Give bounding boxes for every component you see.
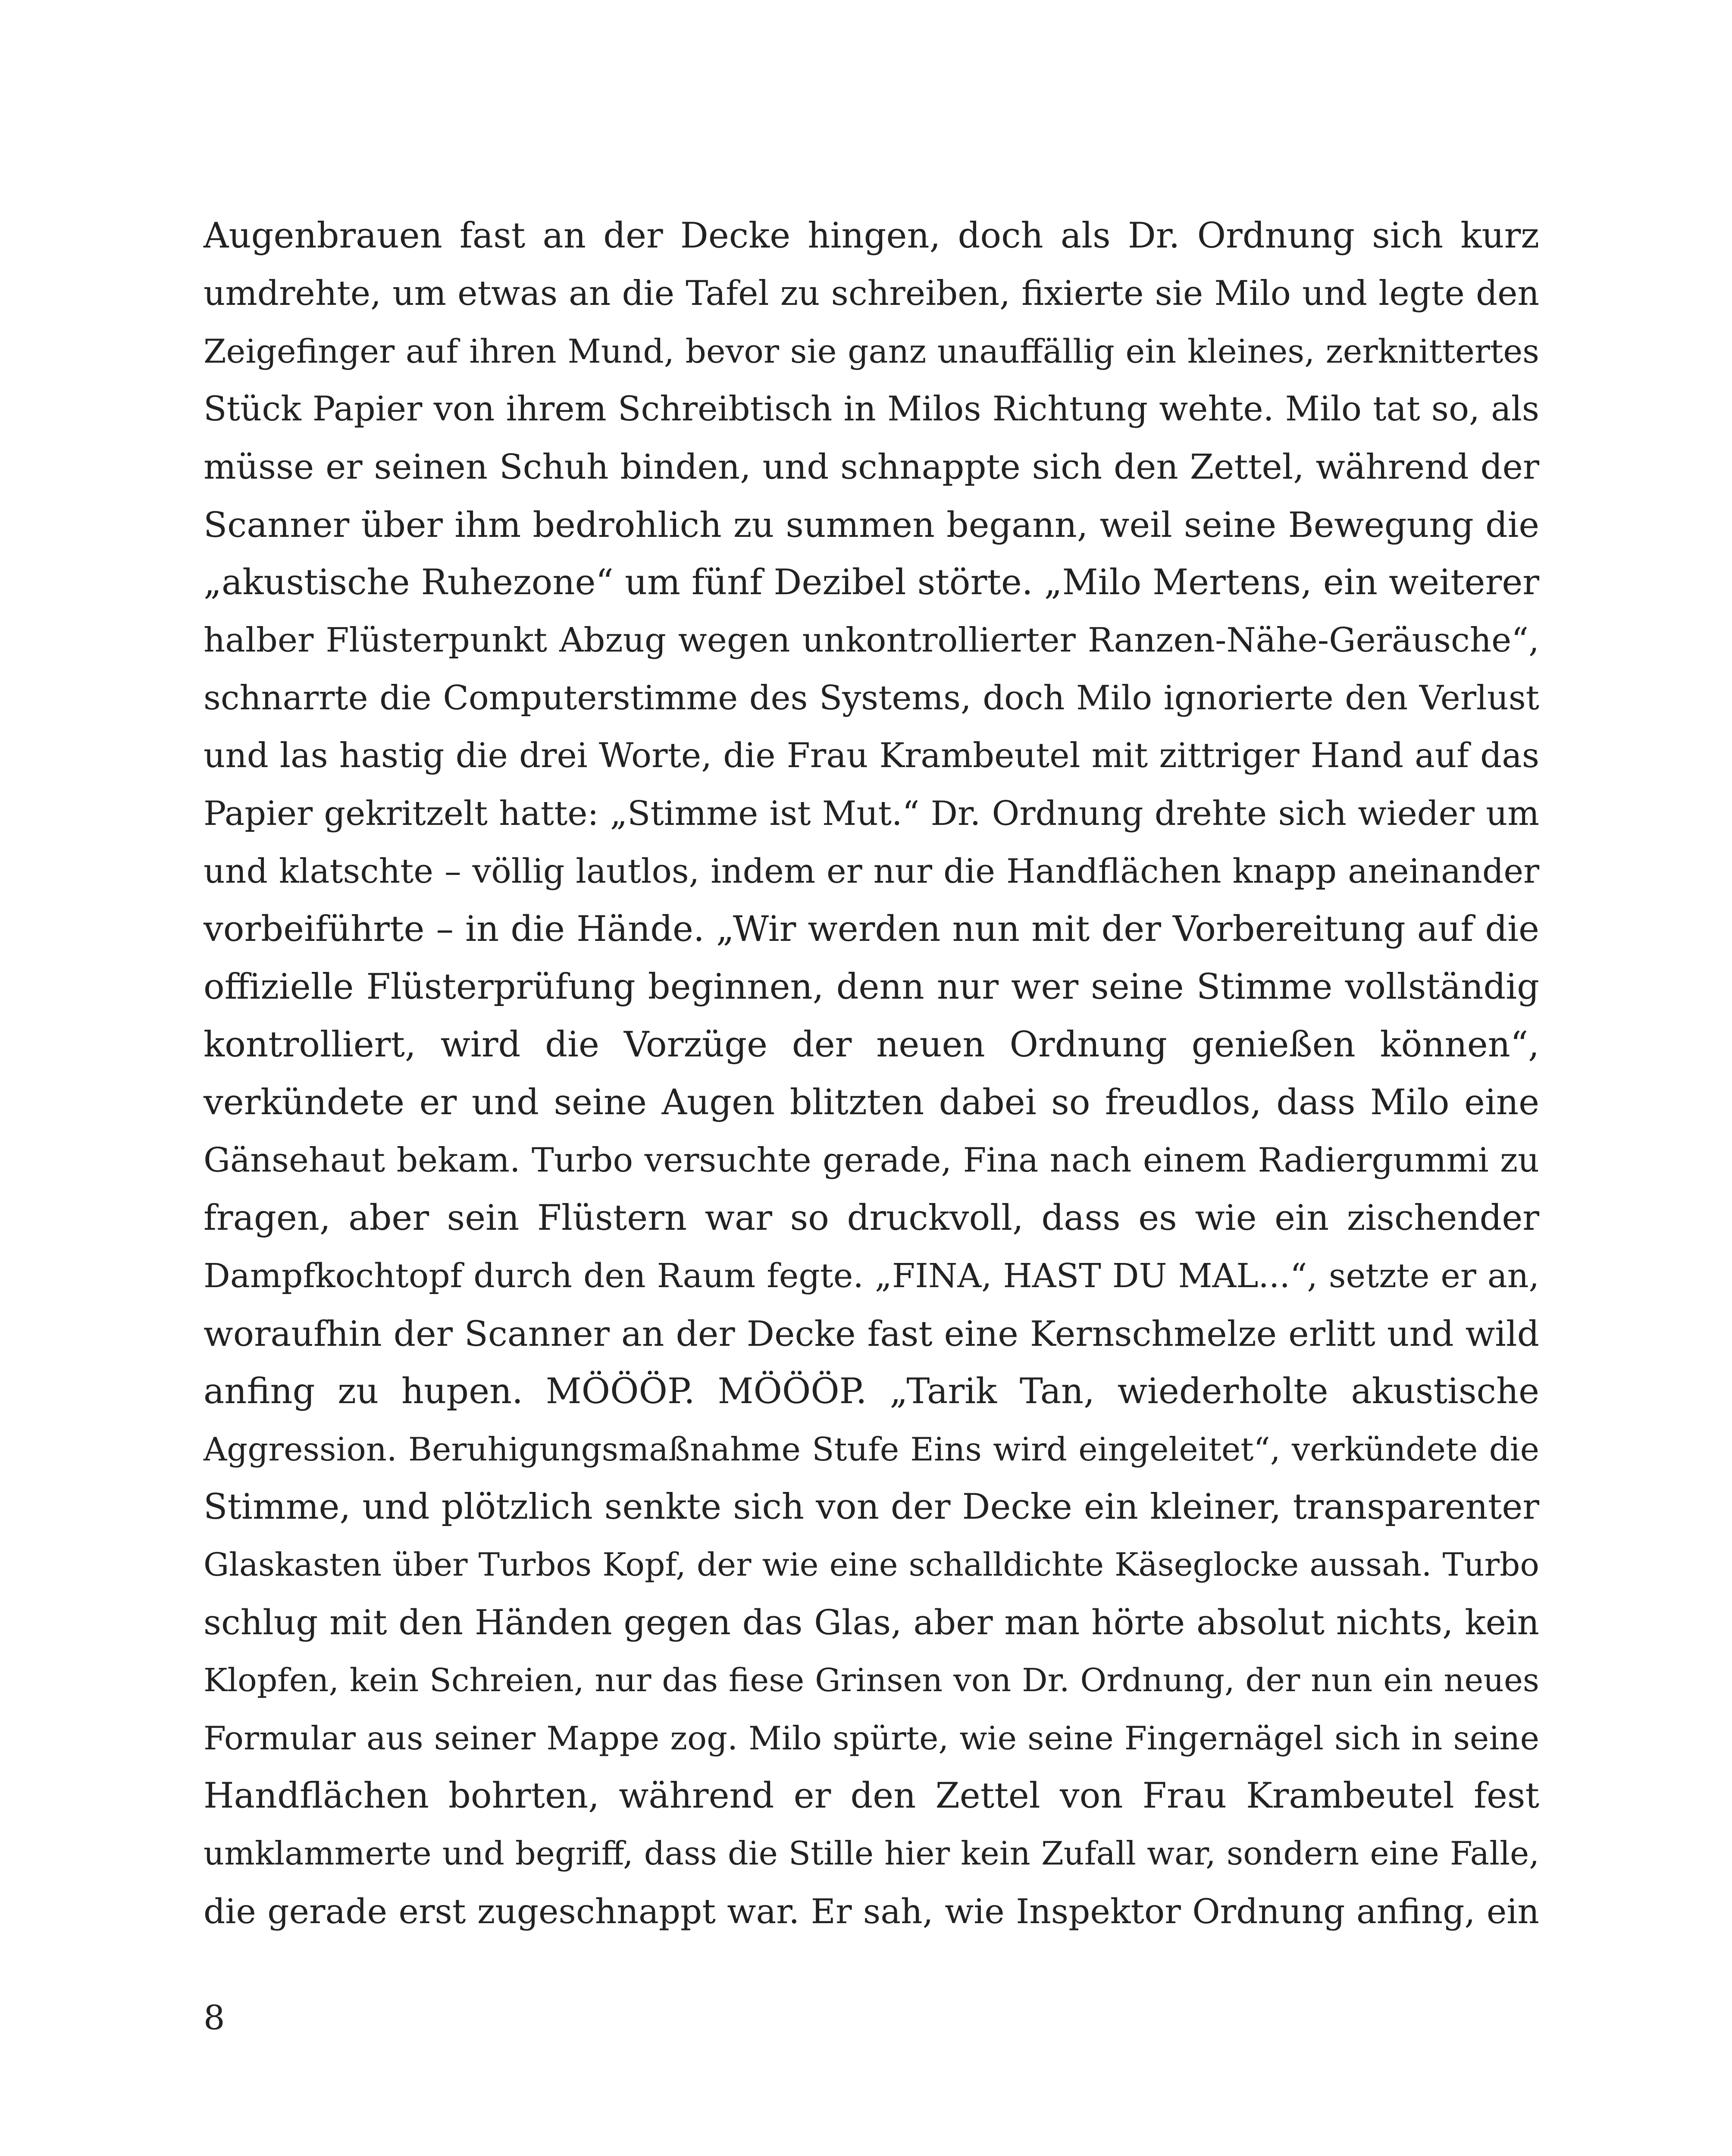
text-line: anfing zu hupen. MÖÖÖP. MÖÖÖP. „Tarik Tan, wiederholte akustische [204,1371,1539,1412]
text-line: „akustische Ruhezone“ um fünf Dezibel störte. „Milo Mertens, ein weiterer [204,562,1539,603]
text-line: schnarrte die Computerstimme des Systems, doch Milo ignorierte den Verlust [204,679,1539,718]
text-line: Handflächen bohrten, während er den Zettel von Frau Krambeutel fest [204,1776,1539,1816]
text-line: fragen, aber sein Flüstern war so druckvoll, dass es wie ein zischender [204,1198,1539,1238]
text-line: Dampfkochtopf durch den Raum fegte. „FINA, HAST DU MAL...“, setzte er an, [204,1257,1539,1295]
text-line: verkündete er und seine Augen blitzten dabei so freudlos, dass Milo eine [204,1082,1539,1123]
text-line: und las hastig die drei Worte, die Frau Krambeutel mit zittriger Hand auf das [204,736,1539,775]
text-line: umdrehte, um etwas an die Tafel zu schreiben, fixierte sie Milo und legte den [204,274,1539,313]
text-line: müsse er seinen Schuh binden, und schnappte sich den Zettel, während der [204,447,1539,487]
text-line: kontrolliert, wird die Vorzüge der neuen Ordnung genießen können“, [204,1025,1539,1065]
text-line: Papier gekritzelt hatte: „Stimme ist Mut.“ Dr. Ordnung drehte sich wieder um [204,794,1539,833]
text-line: schlug mit den Händen gegen das Glas, aber man hörte absolut nichts, kein [204,1602,1539,1642]
text-line: umklammerte und begriff, dass die Stille hier kein Zufall war, sondern eine Falle, [204,1835,1539,1872]
text-line: woraufhin der Scanner an der Decke fast eine Kernschmelze erlitt und wild [204,1313,1539,1354]
text-line: Stimme, und plötzlich senkte sich von der Decke ein kleiner, transparenter [204,1487,1539,1527]
text-line: Zeigefinger auf ihren Mund, bevor sie ganz unauffällig ein kleines, zerknittertes [204,332,1539,370]
text-line: offizielle Flüsterprüfung beginnen, denn nur wer seine Stimme vollständig [204,967,1539,1007]
text-line: Gänsehaut bekam. Turbo versuchte gerade, Fina nach einem Radiergummi zu [204,1141,1539,1180]
text-line: halber Flüsterpunkt Abzug wegen unkontrollierter Ranzen-Nähe-Geräusche“, [204,621,1539,660]
text-line: Scanner über ihm bedrohlich zu summen begann, weil seine Bewegung die [204,505,1539,545]
text-line: Stück Papier von ihrem Schreibtisch in Milos Richtung wehte. Milo tat so, als [204,389,1539,429]
page-number: 8 [204,1999,225,2037]
text-line: Formular aus seiner Mappe zog. Milo spürte, wie seine Fingernägel sich in seine [204,1719,1539,1757]
text-line: Klopfen, kein Schreien, nur das fiese Grinsen von Dr. Ordnung, der nun ein neues [204,1662,1539,1699]
text-line: vorbeiführte – in die Hände. „Wir werden nun mit der Vorbereitung auf die [204,909,1539,950]
text-line: und klatschte – völlig lautlos, indem er nur die Handflächen knapp aneinander [204,852,1539,891]
text-line: Glaskasten über Turbos Kopf, der wie eine schalldichte Käseglocke aussah. Turbo [204,1546,1539,1583]
text-line: Augenbrauen fast an der Decke hingen, doch als Dr. Ordnung sich kurz [204,216,1539,256]
text-line: Aggression. Beruhigungsmaßnahme Stufe Eins wird eingeleitet“, verkündete die [204,1430,1539,1468]
text-line: die gerade erst zugeschnappt war. Er sah, wie Inspektor Ordnung anfing, ein [204,1892,1539,1931]
